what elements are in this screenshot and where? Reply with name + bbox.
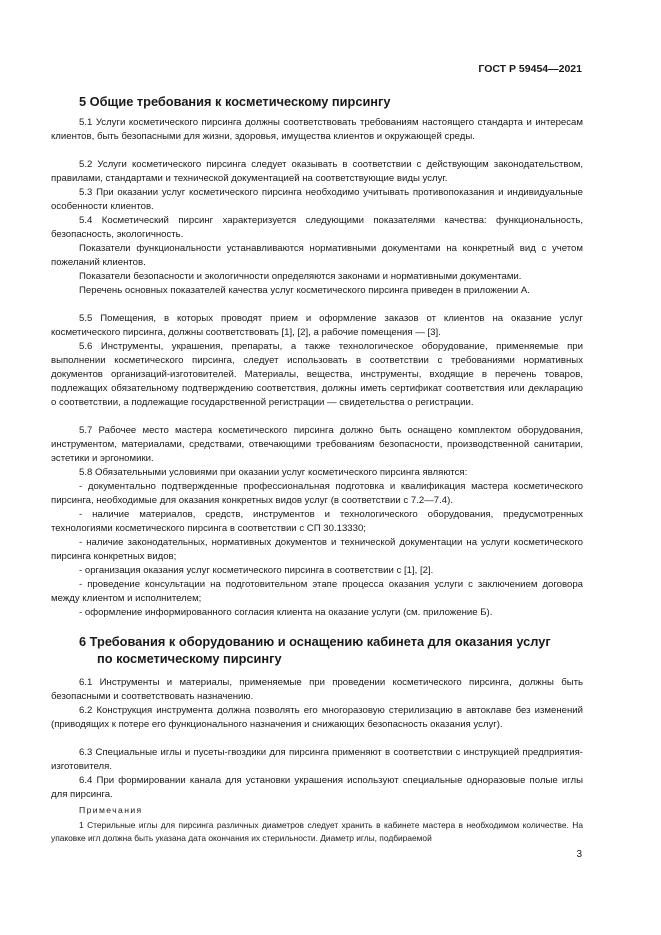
paragraph-safety: Показатели безопасности и экологичности определяются законами и нормативными документами. [79,271,522,282]
list-item-qualification: - документально подтвержденные профессиональная подготовка и квалификация мастера косметического пирсинга, необходимые для оказания конкретных видов услуг (в соответствии с 7.2—7.4). [51,481,583,507]
section-5-title: 5 Общие требования к косметическому пирсингу [79,94,391,109]
paragraph-5-6: 5.6 Инструменты, украшения, препараты, а также технологическое оборудование, применяемые при выполнении косметического пирсинга, следует использовать в соответствии с требованиями нормативных документов организаций-изготовителей. Материалы, вещества, инструменты, входящие в перечень товаров, подлежащих обязательному подтверждению соответствия, должны иметь сертификат соответствия или декларацию о соответствии, а подлежащие государственной регистрации — свидетельства о регистрации. [51,341,583,409]
paragraph-quality-list: Перечень основных показателей качества услуг косметического пирсинга приведен в приложении А. [79,285,530,296]
paragraph-6-4: 6.4 При формировании канала для установки украшения используют специальные одноразовые полые иглы для пирсинга. [51,775,583,801]
page-number: 3 [576,849,582,860]
paragraph-5-3: 5.3 При оказании услуг косметического пирсинга необходимо учитывать противопоказания и индивидуальные особенности клиентов. [51,187,583,213]
list-item-documents: - наличие законодательных, нормативных документов и технической документации на услуги косметического пирсинга конкретных видов; [51,537,583,563]
section-6-title: 6 Требования к оборудованию и оснащению кабинета для оказания услуг по косметическому пирсингу [79,634,551,666]
paragraph-6-3: 6.3 Специальные иглы и пусеты-гвоздики для пирсинга применяют в соответствии с инструкцией предприятия-изготовителя. [51,747,583,773]
list-item-consent: - оформление информированного согласия клиента на оказание услуги (см. приложение Б). [79,607,493,618]
paragraph-functionality: Показатели функциональности устанавливаются нормативными документами на конкретный вид с учетом пожеланий клиентов. [51,243,583,269]
paragraph-5-8: 5.8 Обязательными условиями при оказании услуг косметического пирсинга являются: [79,467,468,478]
list-item-materials: - наличие материалов, средств, инструментов и технологического оборудования, предусмотренных технологиями косметического пирсинга в соответствии с СП 30.13330; [51,509,583,535]
paragraph-5-4: 5.4 Косметический пирсинг характеризуется следующими показателями качества: функциональность, безопасность, экологичность. [51,215,583,241]
list-item-consultation: - проведение консультации на подготовительном этапе процесса оказания услуги с заключением договора между клиентом и исполнителем; [51,579,583,605]
paragraph-5-1: 5.1 Услуги косметического пирсинга должны соответствовать требованиям настоящего стандарта и интересам клиентов, быть безопасными для жизни, здоровья, имущества клиентов и окружающей среды. [51,117,583,143]
paragraph-5-2: 5.2 Услуги косметического пирсинга следует оказывать в соответствии с действующим законодательством, правилами, стандартами и технической документацией на соответствующие виды услуг. [51,159,583,185]
list-item-organization: - организация оказания услуг косметического пирсинга в соответствии с [1], [2]. [79,565,434,576]
notes-title: Примечания [79,805,143,815]
note-1: 1 Стерильные иглы для пирсинга различных диаметров следует хранить в кабинете мастера в необходимом количестве. На упаковке игл должна быть указана дата окончания их стерильности. Диаметр иглы, подбираемой [51,820,583,843]
paragraph-5-7: 5.7 Рабочее место мастера косметического пирсинга должно быть оснащено комплектом оборудования, инструментом, материалами, средствами, отвечающими требованиям безопасности, производственной санитарии, эстетики и эргономики. [51,425,583,465]
paragraph-5-5: 5.5 Помещения, в которых проводят прием и оформление заказов от клиентов на оказание услуг косметического пирсинга, должны соответствовать [1], [2], а рабочие помещения — [3]. [51,313,583,339]
paragraph-6-2: 6.2 Конструкция инструмента должна позволять его многоразовую стерилизацию в автоклаве без изменений (приводящих к потере его функционального назначения и снижающих безопасность оказания услуг). [51,705,583,731]
document-code: ГОСТ Р 59454—2021 [478,63,582,75]
paragraph-6-1: 6.1 Инструменты и материалы, применяемые при проведении косметического пирсинга, должны быть безопасными и соответствовать назначению. [51,677,583,703]
